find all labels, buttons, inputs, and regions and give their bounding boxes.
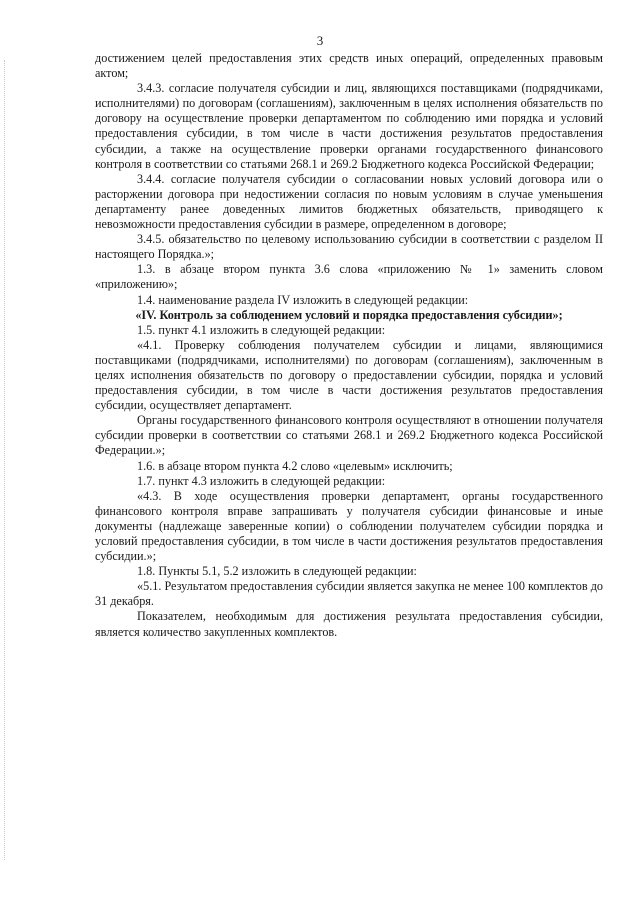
paragraph-indicator: Показателем, необходимым для достижения результата предоставления субсидии, является количество закупленных комплектов. [95, 609, 603, 639]
section-heading-iv: «IV. Контроль за соблюдением условий и порядка предоставления субсидии»; [135, 307, 563, 322]
paragraph-1-7: 1.7. пункт 4.3 изложить в следующей редакции: [137, 473, 386, 488]
paragraph-1-4: 1.4. наименование раздела IV изложить в следующей редакции: [137, 292, 469, 307]
paragraph-5-1: «5.1. Результатом предоставления субсидии является закупка не менее 100 комплектов до 31 декабря. [95, 579, 603, 609]
paragraph-3-4-5: 3.4.5. обязательство по целевому использованию субсидии в соответствии с разделом II настоящего Порядка.»; [95, 232, 603, 262]
paragraph-1-3: 1.3. в абзаце втором пункта 3.6 слова «приложению № 1» заменить словом «приложению»; [95, 262, 603, 292]
paragraph-4-1: «4.1. Проверку соблюдения получателем субсидии и лицами, являющимися поставщиками (подрядчиками, исполнителями) по договорам (соглашениям), заключенным в целях исполнения обязательств по договору о предоставлении субсидии, порядка и условий предоставления субсидии, в том числе в части достижения результатов предоставления субсидии, осуществляет департамент. [95, 337, 603, 413]
paragraph-3-4-3: 3.4.3. согласие получателя субсидии и лиц, являющихся поставщиками (подрядчиками, исполнителями) по договорам (соглашениям), заключенным в целях исполнения обязательств по договору на осуществление проверки департаментом по соблюдению ими порядка и условий предоставления субсидии, в том числе в части достижения результатов предоставления субсидии, а также на осуществление проверки органами государственного финансового контроля в соответствии со статьями 268.1 и 269.2 Бюджетного кодекса Российской Федерации; [95, 81, 603, 171]
paragraph-1-5: 1.5. пункт 4.1 изложить в следующей редакции: [137, 322, 386, 337]
page-number: 3 [316, 33, 324, 48]
paragraph-continuation: достижением целей предоставления этих средств иных операций, определенных правовым актом; [95, 51, 603, 81]
paragraph-1-6: 1.6. в абзаце втором пункта 4.2 слово «целевым» исключить; [137, 458, 453, 473]
paragraph-3-4-4: 3.4.4. согласие получателя субсидии о согласовании новых условий договора или о расторжении договора при недостижении согласия по новым условиям в случае уменьшения департаменту ранее доведенных лимитов бюджетных обязательств, приводящего к невозможности предоставления субсидии в размере, определенном в договоре; [95, 171, 603, 232]
document-body [95, 51, 603, 640]
paragraph-4-3: «4.3. В ходе осуществления проверки департамент, органы государственного финансового контроля вправе запрашивать у получателя субсидии финансовые и иные документы (надлежаще заверенные копии) о соблюдении получателем субсидии порядка и условий предоставления субсидии, в том числе в части достижения результатов предоставления субсидии.»; [95, 488, 603, 564]
scan-margin-dots [4, 60, 6, 860]
paragraph-1-8: 1.8. Пункты 5.1, 5.2 изложить в следующей редакции: [137, 564, 417, 579]
paragraph-control-bodies: Органы государственного финансового контроля осуществляют в отношении получателя субсидии проверки в соответствии со статьями 268.1 и 269.2 Бюджетного кодекса Российской Федерации.»; [95, 413, 603, 458]
